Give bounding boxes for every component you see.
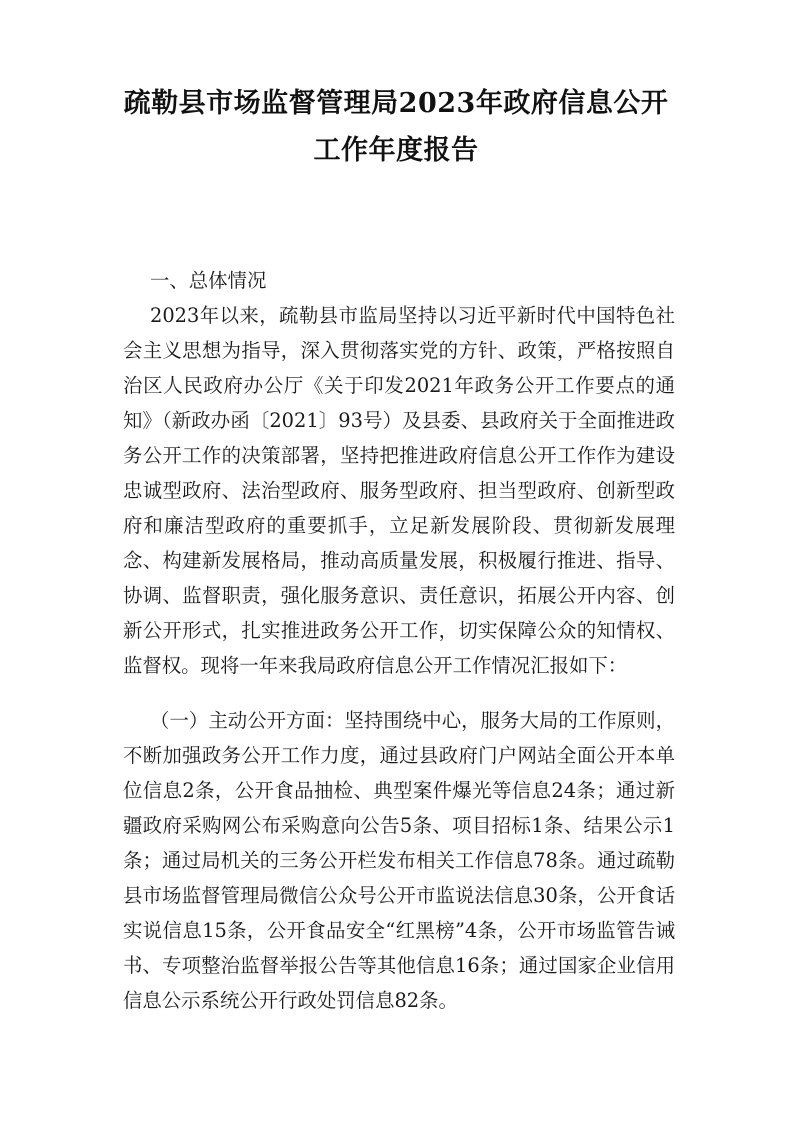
document-title: 疏勒县市场监督管理局2023年政府信息公开工作年度报告 <box>123 88 669 166</box>
section-heading: 一、总体情况 <box>150 269 267 292</box>
body-paragraph: 2023年以来，疏勒县市监局坚持以习近平新时代中国特色社会主义思想为指导，深入贯彻落实党的方针、政策，严格按照自治区人民政府办公厅《关于印发2021年政务公开工作要点的通知》（新政办函〔2021〕93号）及县委、县政府关于全面推进政务公开工作的决策部署，坚持把推进政府信息公开工作作为建设忠诚型政府、法治型政府、服务型政府、担当型政府、创新型政府和廉洁型政府的重要抓手，立足新发展阶段、贯彻新发展理念、构建新发展格局，推动高质量发展，积极履行推进、指导、协调、监督职责，强化服务意识、责任意识，拓展公开内容、创新公开形式，扎实推进政务公开工作，切实保障公众的知情权、监督权。现将一年来我局政府信息公开工作情况汇报如下： <box>123 304 675 677</box>
body-paragraph: （一）主动公开方面：坚持围绕中心，服务大局的工作原则，不断加强政务公开工作力度，通过县政府门户网站全面公开本单位信息2条，公开食品抽检、典型案件爆光等信息24条；通过新疆政府采购网公布采购意向公告5条、项目招标1条、结果公示1条；通过局机关的三务公开栏发布相关工作信息78条。通过疏勒县市场监督管理局微信公众号公开市监说法信息30条，公开食话实说信息15条，公开食品安全“红黑榜”4条，公开市场监管告诫书、专项整治监督举报公告等其他信息16条；通过国家企业信用信息公示系统公开行政处罚信息82条。 <box>123 709 675 1012</box>
